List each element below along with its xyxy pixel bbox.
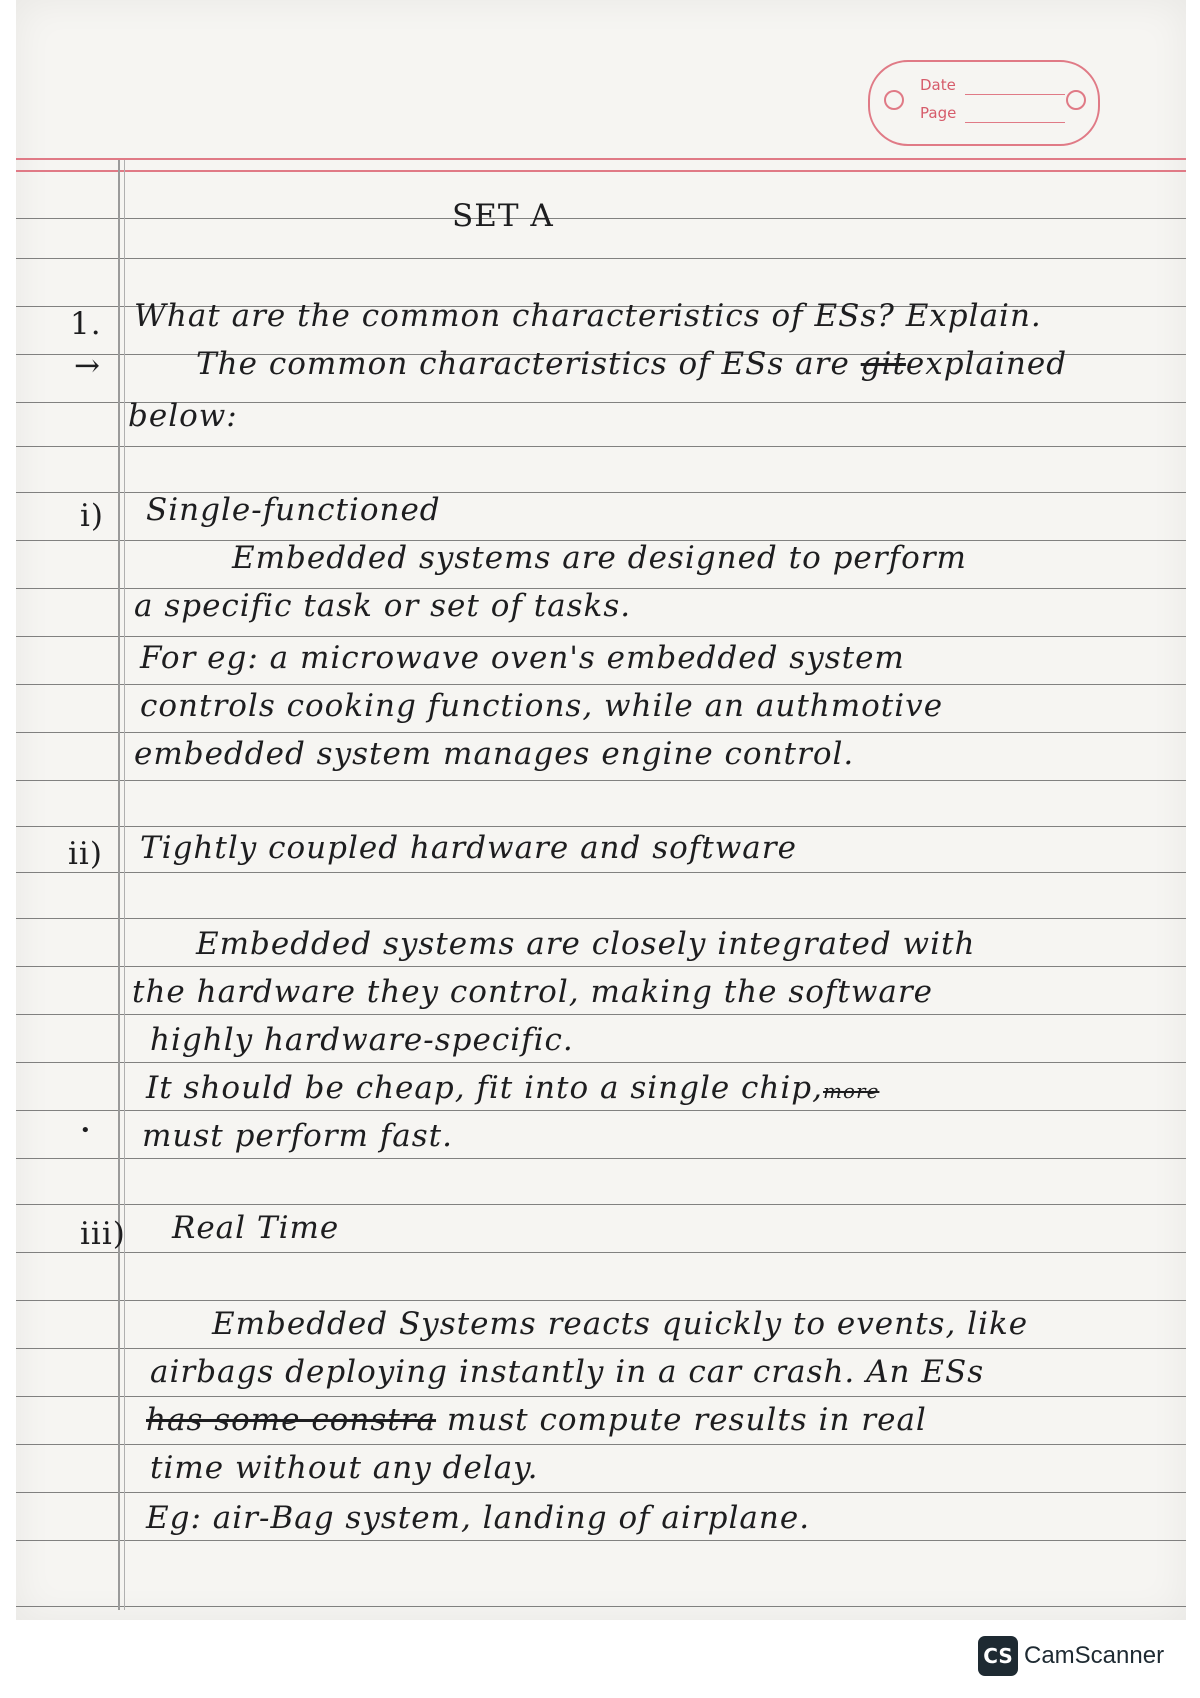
ruled-line [16,446,1186,447]
intro-text: explained [905,346,1068,382]
ruled-line [16,1300,1186,1301]
ruled-line [16,826,1186,827]
answer-arrow: → [74,348,101,384]
ruled-line [16,258,1186,259]
body-line: Eg: air-Bag system, landing of airplane. [146,1500,811,1536]
body-line [146,1070,879,1106]
camscanner-logo-icon: CS [978,1636,1018,1676]
intro-text: The common characteristics of ESs are [196,346,850,382]
body-line: For eg: a microwave oven's embedded system [140,640,905,676]
camscanner-label: CamScanner [1024,1642,1165,1669]
stamp-circle-icon [1066,90,1086,110]
ruled-line [16,1540,1186,1541]
ruled-line [16,966,1186,967]
intro-line: below: [128,398,238,434]
ruled-line [16,1062,1186,1063]
ruled-line [16,918,1186,919]
question-number: 1. [70,306,102,342]
body-text: It should be cheap, fit into a single chip, [146,1070,824,1106]
struck-word: git [860,346,906,382]
ruled-line [16,1110,1186,1111]
intro-line [196,346,1067,382]
page-label: Page [920,104,957,122]
section-numeral: i) [80,498,105,534]
ruled-line [16,1014,1186,1015]
date-label: Date [920,76,956,94]
page-line [965,122,1065,123]
margin-line [124,160,125,1610]
ruled-line [16,636,1186,637]
ruled-line [16,1396,1186,1397]
date-line [965,94,1065,95]
margin-line [118,160,120,1610]
body-line: highly hardware-specific. [150,1022,574,1058]
body-text: must compute results in real [446,1402,927,1438]
ruled-line [16,780,1186,781]
body-line [146,1402,927,1438]
stamp-circle-icon [884,90,904,110]
section-numeral: ii) [68,836,103,872]
body-line: Embedded systems are designed to perform [232,540,967,576]
body-line: Embedded Systems reacts quickly to events, like [212,1306,1029,1342]
ruled-line [16,1204,1186,1205]
ruled-line [16,1348,1186,1349]
date-page-stamp [868,60,1100,146]
camscanner-watermark [978,1634,1164,1678]
ruled-line [16,218,1186,219]
section-heading: Single-functioned [146,492,441,528]
section-numeral: iii) [80,1216,126,1252]
ruled-line [16,1158,1186,1159]
page-title: SET A [452,198,554,234]
struck-word: more [823,1079,880,1103]
ruled-line [16,684,1186,685]
body-line: embedded system manages engine control. [134,736,855,772]
ruled-line [16,1606,1186,1607]
header-rule [16,158,1186,160]
body-line: a specific task or set of tasks. [134,588,632,624]
header-rule [16,170,1186,172]
body-line: controls cooking functions, while an authmotive [140,688,944,724]
ruled-line [16,872,1186,873]
ruled-line [16,1444,1186,1445]
body-line: time without any delay. [150,1450,539,1486]
body-line: the hardware they control, making the software [132,974,934,1010]
question-text: What are the common characteristics of ESs? Explain. [134,298,1042,334]
bullet-mark: • [80,1120,92,1141]
body-line: Embedded systems are closely integrated with [196,926,976,962]
ruled-line [16,1492,1186,1493]
ruled-line [16,1252,1186,1253]
body-line: airbags deploying instantly in a car crash. An ESs [150,1354,985,1390]
section-heading: Tightly coupled hardware and software [140,830,797,866]
struck-text: has some constra [146,1402,437,1438]
body-line: must perform fast. [142,1118,453,1154]
section-heading: Real Time [172,1210,340,1246]
ruled-line [16,732,1186,733]
